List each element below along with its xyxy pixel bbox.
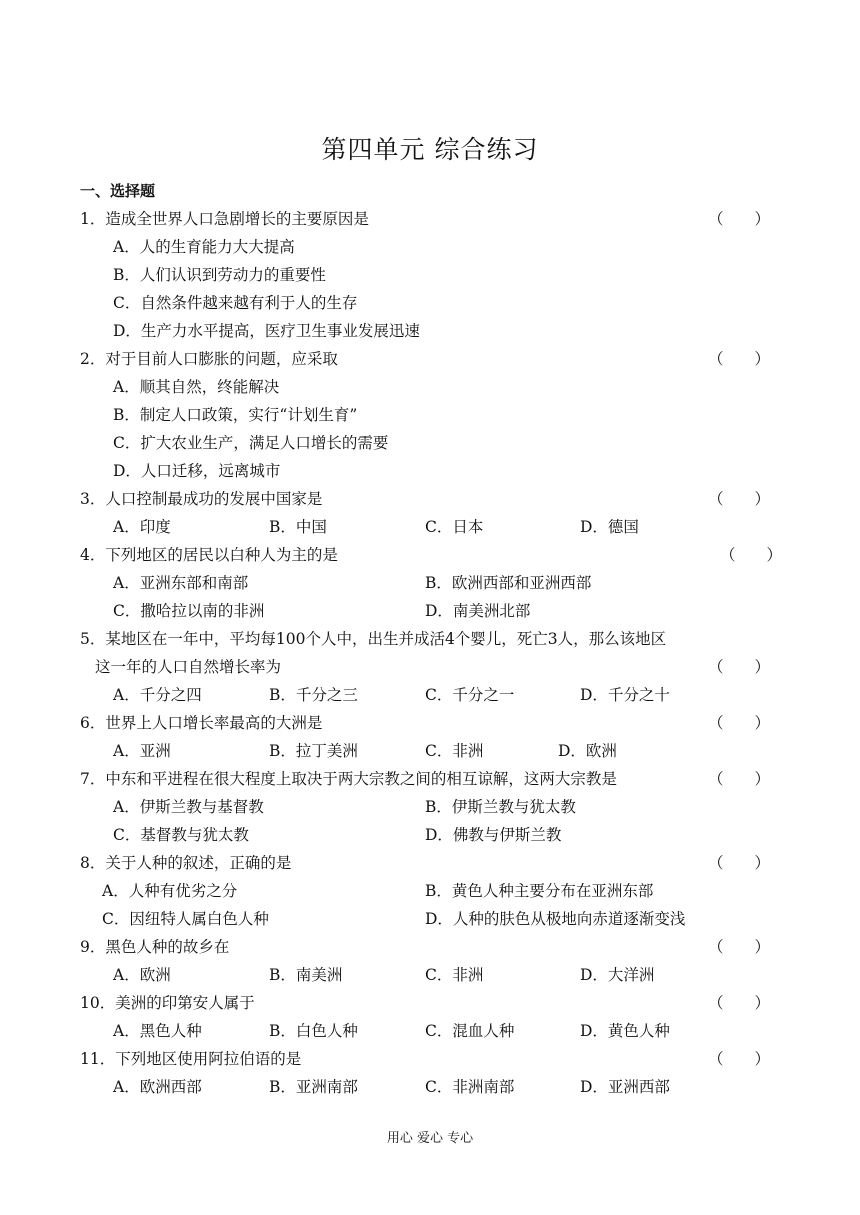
option-a: A．伊斯兰教与基督教 bbox=[113, 798, 264, 816]
question-1 bbox=[80, 205, 770, 345]
answer-blank: （ ） bbox=[707, 658, 770, 676]
question-2 bbox=[80, 345, 770, 485]
option-a: A．欧洲西部 bbox=[113, 1078, 202, 1096]
option-b: B．中国 bbox=[269, 518, 327, 536]
option-a: A．印度 bbox=[113, 518, 171, 536]
option-d: D．人种的肤色从极地向赤道逐渐变浅 bbox=[425, 910, 686, 928]
question-stem: 1．造成全世界人口急剧增长的主要原因是 bbox=[80, 210, 369, 228]
option-c: C．日本 bbox=[425, 518, 484, 536]
option-b: B．欧洲西部和亚洲西部 bbox=[425, 574, 592, 592]
answer-blank: （ ） bbox=[719, 546, 782, 564]
answer-blank: （ ） bbox=[707, 1050, 770, 1068]
answer-blank: （ ） bbox=[707, 994, 770, 1012]
option-b: B．黄色人种主要分布在亚洲东部 bbox=[425, 882, 654, 900]
answer-blank: （ ） bbox=[707, 714, 770, 732]
question-3 bbox=[80, 485, 770, 541]
question-stem: 9．黑色人种的故乡在 bbox=[80, 938, 230, 956]
option-a: A．黑色人种 bbox=[113, 1022, 202, 1040]
page-footer: 用心 爱心 专心 bbox=[386, 1131, 474, 1146]
question-stem: 5．某地区在一年中，平均每100个人中，出生并成活4个婴儿，死亡3人，那么该地区 bbox=[80, 630, 667, 648]
option-d: D．德国 bbox=[580, 518, 639, 536]
option-d: D．南美洲北部 bbox=[425, 602, 531, 620]
option-c: C．扩大农业生产，满足人口增长的需要 bbox=[113, 434, 389, 452]
option-c: C．非洲南部 bbox=[425, 1078, 515, 1096]
option-b: B．伊斯兰教与犹太教 bbox=[425, 798, 576, 816]
option-a: A．欧洲 bbox=[113, 966, 171, 984]
question-stem: 4．下列地区的居民以白种人为主的是 bbox=[80, 546, 338, 564]
option-c: C．非洲 bbox=[425, 966, 484, 984]
option-a: A．顺其自然，终能解决 bbox=[113, 378, 280, 396]
option-a: A．人种有优劣之分 bbox=[102, 882, 238, 900]
answer-blank: （ ） bbox=[707, 854, 770, 872]
option-a: A．亚洲东部和南部 bbox=[113, 574, 249, 592]
question-6 bbox=[80, 709, 770, 765]
question-8 bbox=[80, 849, 770, 933]
question-stem: 8．关于人种的叙述，正确的是 bbox=[80, 854, 292, 872]
option-d: D．人口迁移，远离城市 bbox=[113, 462, 281, 480]
question-stem: 7．中东和平进程在很大程度上取决于两大宗教之间的相互谅解，这两大宗教是 bbox=[80, 770, 617, 788]
question-stem: 3．人口控制最成功的发展中国家是 bbox=[80, 490, 323, 508]
question-stem-continued: 这一年的人口自然增长率为 bbox=[95, 658, 282, 676]
option-d: D．亚洲西部 bbox=[580, 1078, 670, 1096]
option-a: A．亚洲 bbox=[113, 742, 171, 760]
question-stem: 2．对于目前人口膨胀的问题，应采取 bbox=[80, 350, 338, 368]
option-d: D．佛教与伊斯兰教 bbox=[425, 826, 562, 844]
question-7 bbox=[80, 765, 770, 849]
option-c: C．自然条件越来越有利于人的生存 bbox=[113, 294, 358, 312]
question-stem: 6．世界上人口增长率最高的大洲是 bbox=[80, 714, 323, 732]
question-9 bbox=[80, 933, 770, 989]
option-c: C．撒哈拉以南的非洲 bbox=[113, 602, 265, 620]
option-c: C．千分之一 bbox=[425, 686, 515, 704]
option-c: C．混血人种 bbox=[425, 1022, 515, 1040]
question-4 bbox=[80, 541, 782, 625]
option-d: D．千分之十 bbox=[580, 686, 670, 704]
option-a: A．人的生育能力大大提高 bbox=[113, 238, 295, 256]
option-d: D．黄色人种 bbox=[580, 1022, 670, 1040]
page-title: 第四单元 综合练习 bbox=[321, 135, 539, 164]
option-b: B．拉丁美洲 bbox=[269, 742, 358, 760]
option-b: B．亚洲南部 bbox=[269, 1078, 358, 1096]
option-b: B．制定人口政策，实行“计划生育” bbox=[113, 406, 358, 424]
question-stem: 11．下列地区使用阿拉伯语的是 bbox=[80, 1050, 302, 1068]
answer-blank: （ ） bbox=[707, 210, 770, 228]
option-c: C．因纽特人属白色人种 bbox=[102, 910, 269, 928]
section-heading: 一、选择题 bbox=[80, 182, 156, 200]
answer-blank: （ ） bbox=[707, 350, 770, 368]
option-b: B．人们认识到劳动力的重要性 bbox=[113, 266, 326, 284]
answer-blank: （ ） bbox=[707, 938, 770, 956]
option-a: A．千分之四 bbox=[113, 686, 202, 704]
option-b: B．白色人种 bbox=[269, 1022, 358, 1040]
option-b: B．千分之三 bbox=[269, 686, 358, 704]
option-c: C．基督教与犹太教 bbox=[113, 826, 249, 844]
answer-blank: （ ） bbox=[707, 770, 770, 788]
answer-blank: （ ） bbox=[707, 490, 770, 508]
option-d: D．生产力水平提高，医疗卫生事业发展迅速 bbox=[113, 322, 420, 340]
option-d: D．欧洲 bbox=[558, 742, 617, 760]
option-d: D．大洋洲 bbox=[580, 966, 655, 984]
option-c: C．非洲 bbox=[425, 742, 484, 760]
question-5 bbox=[80, 625, 770, 709]
option-b: B．南美洲 bbox=[269, 966, 343, 984]
question-stem: 10．美洲的印第安人属于 bbox=[80, 994, 255, 1012]
question-10 bbox=[80, 989, 770, 1045]
question-11 bbox=[80, 1045, 770, 1101]
